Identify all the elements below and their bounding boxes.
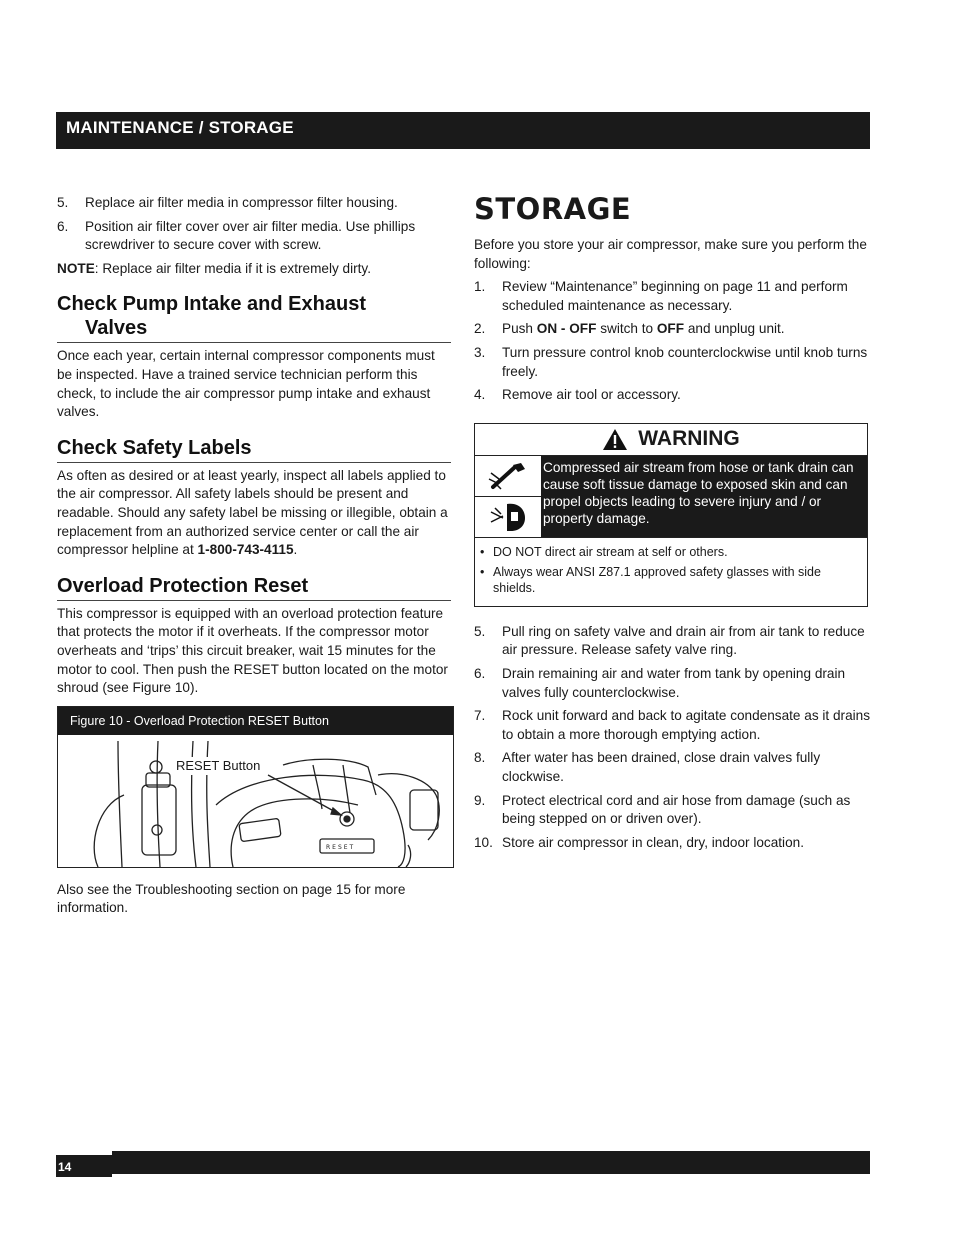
overload-heading: Overload Protection Reset	[57, 574, 451, 601]
reset-plate-label: RESET	[326, 843, 356, 851]
figure-10	[57, 706, 454, 868]
reset-button-illustration	[58, 735, 453, 867]
pump-valves-body: Once each year, certain internal compressor components must be inspected. Have a trained service technician perform this check, to include the air compressor pump intake and exhaust valves.	[57, 348, 435, 420]
left-column	[57, 194, 451, 918]
list-item: 7. Rock unit forward and back to agitate condensate as it drains to obtain a more thorough emptying action.	[474, 708, 871, 742]
pump-valves-heading: Check Pump Intake and Exhaust Valves	[57, 292, 451, 343]
storage-title: STORAGE	[474, 192, 632, 226]
list-item: 10. Store air compressor in clean, dry, indoor location.	[474, 834, 804, 850]
section-header	[56, 112, 870, 149]
figure-caption: Figure 10 - Overload Protection RESET Button	[58, 707, 453, 735]
page-number: 14	[56, 1155, 112, 1177]
warning-box	[474, 423, 868, 607]
right-column	[474, 188, 870, 857]
warning-header	[475, 424, 867, 456]
air-nozzle-icon	[475, 456, 541, 497]
storage-steps-b	[474, 623, 870, 853]
compressor-drawing	[58, 735, 453, 867]
reset-callout-label: RESET Button	[176, 757, 260, 776]
safety-labels-heading: Check Safety Labels	[57, 436, 451, 463]
warning-title: WARNING	[638, 426, 740, 450]
footer-bar	[112, 1151, 870, 1174]
warning-text: Compressed air stream from hose or tank drain can cause soft tissue damage to exposed skin and can propel objects leading to severe injury and / or property damage.	[541, 456, 867, 537]
list-item: 9. Protect electrical cord and air hose from damage (such as being stepped on or driven over).	[474, 792, 851, 827]
warning-icons	[475, 456, 541, 537]
list-item: • Always wear ANSI Z87.1 approved safety glasses with side shields.	[475, 564, 861, 596]
list-item: 5. Replace air filter media in compressor filter housing.	[57, 195, 398, 210]
overload-body: This compressor is equipped with an overload protection feature that protects the motor if it overheats. If the compressor motor overheats and ‘trips’ this circuit breaker, wait 15 minutes for the motor to cool. Then push the RESET button located on the motor shroud (see Figure 10).	[57, 605, 448, 696]
troubleshooting-reference: Also see the Troubleshooting section on page 15 for more information.	[57, 881, 406, 916]
warning-body	[475, 456, 867, 538]
warning-bullets	[475, 538, 867, 606]
list-item: • DO NOT direct air stream at self or others.	[475, 544, 861, 560]
list-item: 4. Remove air tool or accessory.	[474, 387, 681, 403]
helpline-phone: 1-800-743-4115	[197, 542, 294, 558]
safety-labels-body: As often as desired or at least yearly, inspect all labels applied to the air compressor. All safety labels should be present and readable. Should any safety label be missing or illegible, obtain a replacement from an authorized service center or call the air compressor helpline at 1-800-743-4115.	[57, 467, 448, 558]
storage-steps-a	[474, 278, 870, 405]
filter-note: NOTE: Replace air filter media if it is extremely dirty.	[57, 260, 372, 276]
list-item: 8. After water has been drained, close drain valves fully clockwise.	[474, 750, 821, 784]
list-item: 1. Review “Maintenance” beginning on page 11 and perform scheduled maintenance as necessary.	[474, 279, 848, 313]
storage-intro: Before you store your air compressor, make sure you perform the following:	[474, 237, 867, 271]
face-shield-icon	[475, 497, 541, 537]
warning-triangle-icon	[602, 428, 628, 451]
list-item: 3. Turn pressure control knob counterclockwise until knob turns freely.	[474, 344, 868, 379]
list-item: 6. Position air filter cover over air filter media. Use phillips screwdriver to secure cover with screw.	[57, 218, 416, 253]
list-item: 2. Push ON - OFF switch to OFF and unplug unit.	[474, 321, 785, 337]
section-title: MAINTENANCE / STORAGE	[66, 118, 294, 137]
list-item: 6. Drain remaining air and water from tank by opening drain valves fully counterclockwise.	[474, 665, 846, 700]
list-item: 5. Pull ring on safety valve and drain air from air tank to reduce air pressure. Release safety valve ring.	[474, 623, 865, 658]
filter-steps	[57, 194, 451, 255]
